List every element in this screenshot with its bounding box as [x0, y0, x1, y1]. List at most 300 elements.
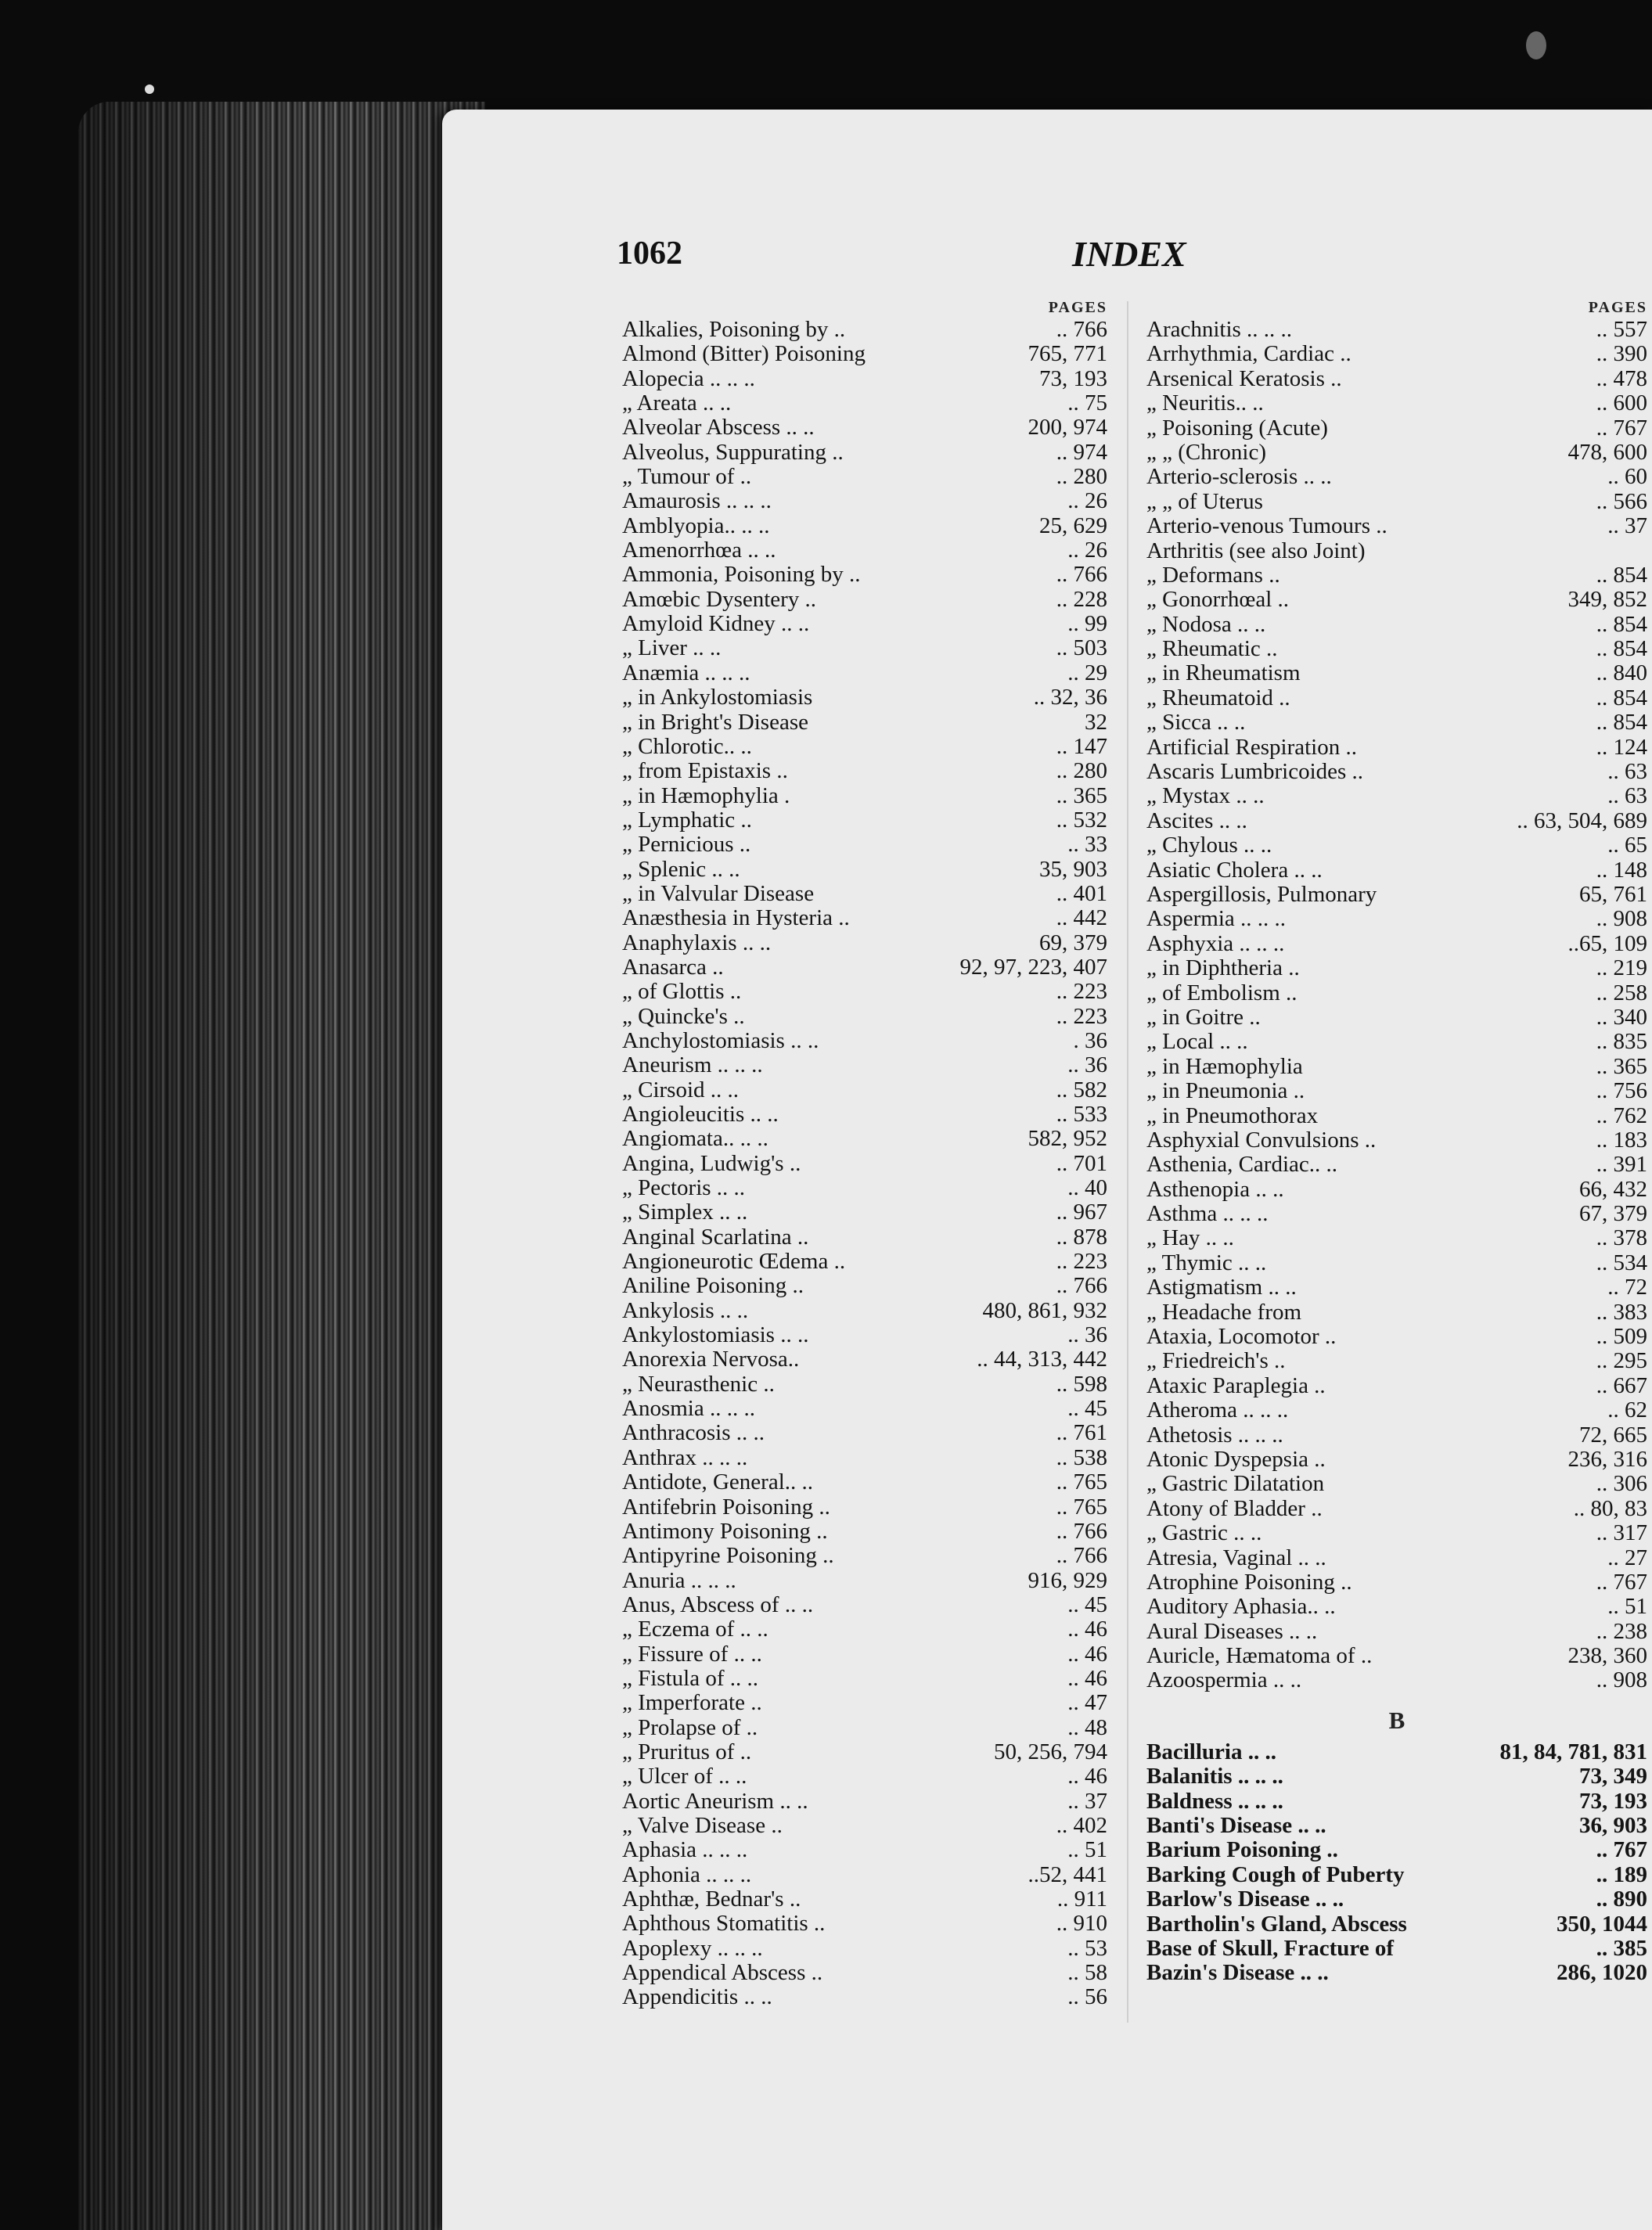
index-term: „ in Bright's Disease [622, 709, 808, 735]
index-term: „ Pruritus of .. [622, 1739, 752, 1764]
index-pages: 916, 929 [1028, 1567, 1107, 1593]
index-term: Azoospermia .. .. [1146, 1667, 1302, 1693]
index-pages: .. 534 [1596, 1250, 1647, 1275]
index-pages: 36, 903 [1579, 1813, 1647, 1839]
index-pages: .. 378 [1596, 1225, 1647, 1251]
index-entry [1146, 736, 1647, 760]
index-pages: .. 478 [1596, 365, 1647, 391]
index-entry [622, 563, 1107, 587]
index-pages: .. 147 [1056, 733, 1107, 759]
index-pages: .. 890 [1596, 1887, 1647, 1912]
index-entry [1146, 1912, 1647, 1937]
index-term: Anchylostomiasis .. .. [622, 1027, 819, 1053]
index-term: Banti's Disease .. .. [1146, 1813, 1326, 1839]
index-pages: .. 280 [1056, 758, 1107, 784]
index-pages: 92, 97, 223, 407 [959, 954, 1107, 980]
index-pages: 582, 952 [1028, 1126, 1107, 1152]
index-entry [622, 1764, 1107, 1789]
index-entry [1146, 563, 1647, 588]
index-pages: .. 63, 504, 689 [1517, 807, 1647, 833]
index-term: Anuria .. .. .. [622, 1567, 736, 1593]
index-term: Aural Diseases .. .. [1146, 1618, 1318, 1644]
index-column-right [1146, 297, 1647, 1986]
index-term: Ammonia, Poisoning by .. [622, 562, 861, 588]
index-entry [622, 342, 1107, 366]
index-term: Anginal Scarlatina .. [622, 1224, 809, 1250]
index-pages: 349, 852 [1567, 587, 1647, 613]
index-pages: .. 766 [1056, 1273, 1107, 1299]
index-entry [622, 906, 1107, 930]
index-entry [622, 1961, 1107, 1985]
index-entry [622, 980, 1107, 1004]
index-entry [622, 1838, 1107, 1862]
index-entry [1146, 1887, 1647, 1912]
index-entry [622, 1470, 1107, 1494]
index-term: Antimony Poisoning .. [622, 1518, 828, 1544]
index-pages: .. 228 [1056, 586, 1107, 612]
index-term: „ in Valvular Disease [622, 880, 815, 906]
index-entry [1146, 1546, 1647, 1570]
index-entry [1146, 1472, 1647, 1496]
index-pages: .. 40 [1067, 1175, 1107, 1201]
index-term: Arterio-venous Tumours .. [1146, 513, 1387, 539]
index-pages: .. 767 [1596, 1837, 1647, 1863]
index-term: Anus, Abscess of .. .. [622, 1592, 814, 1617]
index-pages: .. 29 [1067, 660, 1107, 685]
index-term: Appendical Abscess .. [622, 1960, 823, 1986]
pages-header-right: PAGES [1588, 299, 1647, 316]
index-pages: .. 442 [1056, 905, 1107, 931]
index-term: Aphasia .. .. .. [622, 1837, 748, 1863]
pages-header-left: PAGES [1048, 299, 1107, 316]
index-term: Aniline Poisoning .. [622, 1273, 804, 1299]
index-term: Arterio-sclerosis .. .. [1146, 464, 1332, 490]
index-pages: 73, 349 [1579, 1764, 1647, 1789]
index-pages: .. 46 [1067, 1764, 1107, 1789]
index-term: Appendicitis .. .. [622, 1984, 772, 2010]
index-term: Ascites .. .. [1146, 807, 1247, 833]
index-entries-right [1146, 318, 1647, 1693]
index-entry [622, 1127, 1107, 1151]
index-entry [622, 538, 1107, 563]
index-term: Anthrax .. .. .. [622, 1444, 748, 1470]
index-pages: .. 223 [1056, 1249, 1107, 1275]
index-pages: 69, 379 [1039, 930, 1107, 955]
index-pages: . 36 [1073, 1027, 1107, 1053]
index-pages: .. 390 [1596, 341, 1647, 367]
index-pages: .. 391 [1596, 1152, 1647, 1178]
index-pages: .. 582 [1056, 1077, 1107, 1102]
index-pages: .. 854 [1596, 685, 1647, 710]
index-pages: .. 402 [1056, 1812, 1107, 1838]
index-pages: .. 63 [1607, 759, 1647, 785]
index-pages: .. 45 [1067, 1396, 1107, 1422]
index-pages: .. 503 [1056, 635, 1107, 661]
index-entry [622, 833, 1107, 857]
index-term: Amblyopia.. .. .. [622, 513, 770, 538]
index-entry [1146, 1668, 1647, 1692]
index-entry [1146, 1740, 1647, 1764]
index-entry [1146, 1620, 1647, 1644]
index-pages: 200, 974 [1028, 415, 1107, 441]
index-term: „ Gastric .. .. [1146, 1520, 1262, 1546]
index-entry [622, 1520, 1107, 1544]
index-entry [1146, 1226, 1647, 1250]
index-entry [1146, 956, 1647, 980]
index-pages: .. 854 [1596, 562, 1647, 588]
index-pages: .. 756 [1596, 1078, 1647, 1104]
index-entry [622, 1642, 1107, 1667]
index-term: Atonic Dyspepsia .. [1146, 1446, 1326, 1472]
index-term: Aortic Aneurism .. .. [622, 1788, 808, 1814]
index-term: Arrhythmia, Cardiac .. [1146, 341, 1351, 367]
index-pages: .. 854 [1596, 710, 1647, 736]
index-pages: 72, 665 [1579, 1422, 1647, 1448]
index-entry [1146, 1300, 1647, 1325]
index-term: „ Ulcer of .. .. [622, 1764, 747, 1789]
index-pages: .. 46 [1067, 1617, 1107, 1642]
index-term: „ Pectoris .. .. [622, 1175, 746, 1201]
index-entry [622, 808, 1107, 833]
index-pages: .. 44, 313, 442 [977, 1347, 1107, 1372]
index-pages: .. 533 [1056, 1102, 1107, 1127]
index-term: Bacilluria .. .. [1146, 1739, 1276, 1764]
index-entry [1146, 1570, 1647, 1595]
index-term: „ „ (Chronic) [1146, 439, 1266, 465]
index-entry [622, 955, 1107, 980]
index-entry [1146, 1251, 1647, 1275]
index-entry [622, 1323, 1107, 1347]
index-entry [1146, 1423, 1647, 1448]
index-entry [622, 710, 1107, 735]
index-entry [622, 685, 1107, 710]
index-entry [622, 1078, 1107, 1102]
page-number: 1062 [617, 236, 682, 272]
index-entry [622, 1887, 1107, 1912]
index-entry [1146, 710, 1647, 735]
index-entry [1146, 613, 1647, 637]
index-entry [622, 1274, 1107, 1298]
index-pages: .. 26 [1067, 488, 1107, 514]
index-term: Angiomata.. .. .. [622, 1126, 768, 1152]
index-entry [1146, 465, 1647, 489]
index-entry [622, 441, 1107, 465]
index-entry [1146, 1497, 1647, 1521]
book-edge-shadow [78, 102, 485, 2230]
index-pages: .. 47 [1067, 1690, 1107, 1716]
index-term: „ Gonorrhœal .. [1146, 587, 1290, 613]
index-entry [1146, 1374, 1647, 1398]
index-entry [622, 1029, 1107, 1053]
index-term: „ Mystax .. .. [1146, 783, 1265, 809]
index-pages: .. 75 [1067, 390, 1107, 416]
page-title: INDEX [1072, 234, 1186, 274]
index-term: „ Fissure of .. .. [622, 1641, 762, 1667]
index-pages: 765, 771 [1028, 341, 1107, 367]
index-entry [1146, 539, 1647, 563]
index-entry [622, 1421, 1107, 1445]
index-term: „ Sicca .. .. [1146, 710, 1246, 736]
index-term: Antifebrin Poisoning .. [622, 1494, 830, 1520]
index-pages: .. 878 [1056, 1224, 1107, 1250]
index-pages: .. 908 [1596, 906, 1647, 932]
index-entry [1146, 981, 1647, 1005]
index-pages: 73, 193 [1579, 1788, 1647, 1814]
index-entry [1146, 416, 1647, 441]
index-entry [622, 1863, 1107, 1887]
index-pages: .. 58 [1067, 1960, 1107, 1986]
index-entry [1146, 1005, 1647, 1030]
index-pages: .. 32, 36 [1033, 685, 1107, 710]
index-term: Anæsthesia in Hysteria .. [622, 905, 850, 931]
index-pages: 32 [1085, 709, 1107, 735]
index-term: Asphyxial Convulsions .. [1146, 1127, 1377, 1153]
index-term: Aphonia .. .. .. [622, 1861, 752, 1887]
index-pages: 25, 629 [1039, 513, 1107, 538]
index-term: Ataxia, Locomotor .. [1146, 1324, 1337, 1350]
index-term: „ Pernicious .. [622, 832, 751, 858]
index-entry [1146, 391, 1647, 415]
index-pages: 286, 1020 [1557, 1960, 1647, 1986]
index-entry [1146, 1595, 1647, 1619]
dust-speck [145, 85, 154, 94]
index-term: Athetosis .. .. .. [1146, 1422, 1283, 1448]
index-pages: .. 306 [1596, 1471, 1647, 1497]
index-term: „ Cirsoid .. .. [622, 1077, 740, 1102]
index-term: Barium Poisoning .. [1146, 1837, 1338, 1863]
index-term: Atresia, Vaginal .. .. [1146, 1545, 1326, 1570]
index-term: Antipyrine Poisoning .. [622, 1543, 834, 1569]
index-term: Atrophine Poisoning .. [1146, 1569, 1352, 1595]
index-entry [1146, 1079, 1647, 1103]
index-pages: .. 385 [1596, 1936, 1647, 1961]
index-entry [622, 1372, 1107, 1397]
index-entry [622, 931, 1107, 955]
index-pages: .. 51 [1607, 1594, 1647, 1620]
index-entry [1146, 1275, 1647, 1300]
index-term: „ Prolapse of .. [622, 1714, 758, 1740]
index-entry [1146, 1789, 1647, 1814]
index-pages: .. 37 [1607, 513, 1647, 539]
index-entries-left [622, 318, 1107, 2010]
index-term: Bartholin's Gland, Abscess [1146, 1911, 1407, 1937]
index-entry [1146, 809, 1647, 833]
index-entry [622, 1397, 1107, 1421]
index-pages: .. 667 [1596, 1372, 1647, 1398]
index-entry [622, 1250, 1107, 1274]
index-entry [1146, 490, 1647, 514]
index-entry [622, 514, 1107, 538]
index-term: Alkalies, Poisoning by .. [622, 317, 846, 342]
index-entry [1146, 907, 1647, 931]
index-entry [622, 1569, 1107, 1593]
index-term: Aphthous Stomatitis .. [622, 1911, 826, 1937]
index-entry [622, 1740, 1107, 1764]
index-pages: .. 37 [1067, 1788, 1107, 1814]
index-pages: .. 383 [1596, 1299, 1647, 1325]
index-entry [1146, 342, 1647, 366]
index-term: „ Poisoning (Acute) [1146, 415, 1328, 441]
index-entry [622, 415, 1107, 440]
index-term: „ in Ankylostomiasis [622, 685, 813, 710]
index-entry [1146, 1961, 1647, 1985]
index-pages: .. 701 [1056, 1150, 1107, 1176]
index-pages: .. 967 [1056, 1200, 1107, 1225]
index-entry [1146, 1764, 1647, 1789]
index-entry [622, 858, 1107, 882]
index-pages: .. 62 [1607, 1397, 1647, 1423]
index-entry [1146, 784, 1647, 808]
index-pages: .. 51 [1067, 1837, 1107, 1863]
index-entry [622, 1593, 1107, 1617]
index-term: „ in Rheumatism [1146, 660, 1301, 686]
index-entry [1146, 441, 1647, 465]
index-pages: .. 80, 83 [1573, 1495, 1647, 1521]
index-pages: .. 183 [1596, 1127, 1647, 1153]
index-entry [1146, 833, 1647, 858]
index-term: Ankylostomiasis .. .. [622, 1322, 809, 1348]
index-term: „ of Glottis .. [622, 979, 742, 1005]
index-term: Aphthæ, Bednar's .. [622, 1887, 801, 1912]
index-term: „ Quincke's .. [622, 1003, 745, 1029]
index-pages: .. 219 [1596, 955, 1647, 981]
index-entry [622, 318, 1107, 342]
index-entry [622, 489, 1107, 513]
index-entry [1146, 1104, 1647, 1128]
index-entry [622, 1005, 1107, 1029]
index-term: Asphyxia .. .. .. [1146, 930, 1285, 956]
index-term: Anæmia .. .. .. [622, 660, 750, 685]
index-entry [622, 1299, 1107, 1323]
index-term: „ Neuritis.. .. [1146, 390, 1264, 416]
index-pages: .. 26 [1067, 538, 1107, 563]
index-pages: 50, 256, 794 [994, 1739, 1107, 1764]
index-pages: 350, 1044 [1557, 1911, 1647, 1937]
index-pages: .. 762 [1596, 1102, 1647, 1128]
index-pages: .. 532 [1056, 807, 1107, 833]
index-pages: .. 365 [1056, 782, 1107, 808]
index-pages: .. 53 [1067, 1935, 1107, 1961]
index-term: „ Hay .. .. [1146, 1225, 1234, 1251]
index-pages: .. 765 [1056, 1469, 1107, 1495]
index-pages: .. 60 [1607, 464, 1647, 490]
index-pages: .. 65 [1607, 833, 1647, 858]
index-pages: 66, 432 [1579, 1176, 1647, 1202]
index-pages: .. 148 [1596, 857, 1647, 883]
index-term: Aneurism .. .. .. [622, 1052, 763, 1078]
index-entry [622, 1200, 1107, 1225]
index-pages: .. 99 [1067, 611, 1107, 637]
index-pages: .. 48 [1067, 1714, 1107, 1740]
index-entry [622, 588, 1107, 612]
index-entry [1146, 318, 1647, 342]
index-entry [1146, 686, 1647, 710]
index-term: Angina, Ludwig's .. [622, 1150, 801, 1176]
index-pages: .. 767 [1596, 415, 1647, 441]
index-entry [622, 391, 1107, 415]
index-term: Arsenical Keratosis .. [1146, 365, 1342, 391]
index-entry [1146, 1937, 1647, 1961]
index-pages: .. 974 [1056, 439, 1107, 465]
column-divider [1127, 301, 1128, 2023]
index-entries-b [1146, 1740, 1647, 1986]
index-entry [622, 784, 1107, 808]
index-pages: .. 258 [1596, 980, 1647, 1005]
index-term: „ Local .. .. [1146, 1029, 1248, 1055]
index-term: Apoplexy .. .. .. [622, 1935, 763, 1961]
index-entry [622, 759, 1107, 783]
index-entry [1146, 1055, 1647, 1079]
index-pages: .. 765 [1056, 1494, 1107, 1520]
index-term: Atony of Bladder .. [1146, 1495, 1323, 1521]
index-term: „ in Pneumonia .. [1146, 1078, 1305, 1104]
dust-speck [1526, 31, 1546, 59]
index-entry [1146, 661, 1647, 685]
index-pages: .. 36 [1067, 1052, 1107, 1078]
index-term: „ Chlorotic.. .. [622, 733, 752, 759]
index-pages: .. 538 [1056, 1444, 1107, 1470]
index-term: Arachnitis .. .. .. [1146, 317, 1293, 342]
index-term: Base of Skull, Fracture of [1146, 1936, 1395, 1961]
index-entry [1146, 367, 1647, 391]
index-entry [622, 1544, 1107, 1568]
index-pages: 478, 600 [1567, 439, 1647, 465]
index-term: „ Rheumatoid .. [1146, 685, 1290, 710]
index-entry [622, 1691, 1107, 1715]
index-term: Alveolus, Suppurating .. [622, 439, 844, 465]
index-term: Almond (Bitter) Poisoning [622, 341, 866, 367]
index-entry [622, 1102, 1107, 1127]
index-term: Amaurosis .. .. .. [622, 488, 772, 514]
index-entry [622, 1495, 1107, 1520]
index-pages: 35, 903 [1039, 856, 1107, 882]
index-pages: .. 840 [1596, 660, 1647, 686]
index-term: „ Gastric Dilatation [1146, 1471, 1325, 1497]
index-column-left [622, 297, 1107, 2010]
index-term: „ Thymic .. .. [1146, 1250, 1267, 1275]
index-pages: .. 340 [1596, 1004, 1647, 1030]
index-pages: .. 767 [1596, 1569, 1647, 1595]
index-entry [622, 661, 1107, 685]
section-letter-b: B [1388, 1706, 1405, 1734]
index-term: Alveolar Abscess .. .. [622, 415, 815, 441]
index-pages: .. 557 [1596, 317, 1647, 342]
index-entry [1146, 932, 1647, 956]
index-pages: .. 280 [1056, 464, 1107, 490]
index-pages: 73, 193 [1039, 365, 1107, 391]
index-pages: .. 908 [1596, 1667, 1647, 1693]
index-pages: .. 223 [1056, 979, 1107, 1005]
index-term: Arthritis (see also Joint) [1146, 538, 1366, 563]
index-term: Atheroma .. .. .. [1146, 1397, 1289, 1423]
index-entry [622, 1716, 1107, 1740]
index-entry [1146, 1153, 1647, 1177]
index-entry [622, 1985, 1107, 2009]
index-term: Bazin's Disease .. .. [1146, 1960, 1329, 1986]
index-pages: .. 295 [1596, 1348, 1647, 1374]
index-term: Anorexia Nervosa.. [622, 1347, 800, 1372]
index-pages: ..52, 441 [1028, 1861, 1107, 1887]
index-term: „ Nodosa .. .. [1146, 611, 1266, 637]
index-entry [1146, 514, 1647, 538]
index-entry [622, 882, 1107, 906]
index-term: „ Headache from [1146, 1299, 1302, 1325]
index-term: „ Chylous .. .. [1146, 833, 1272, 858]
index-pages: .. 189 [1596, 1861, 1647, 1887]
index-pages: 238, 360 [1567, 1643, 1647, 1669]
index-entry [622, 1446, 1107, 1470]
index-pages: .. 835 [1596, 1029, 1647, 1055]
